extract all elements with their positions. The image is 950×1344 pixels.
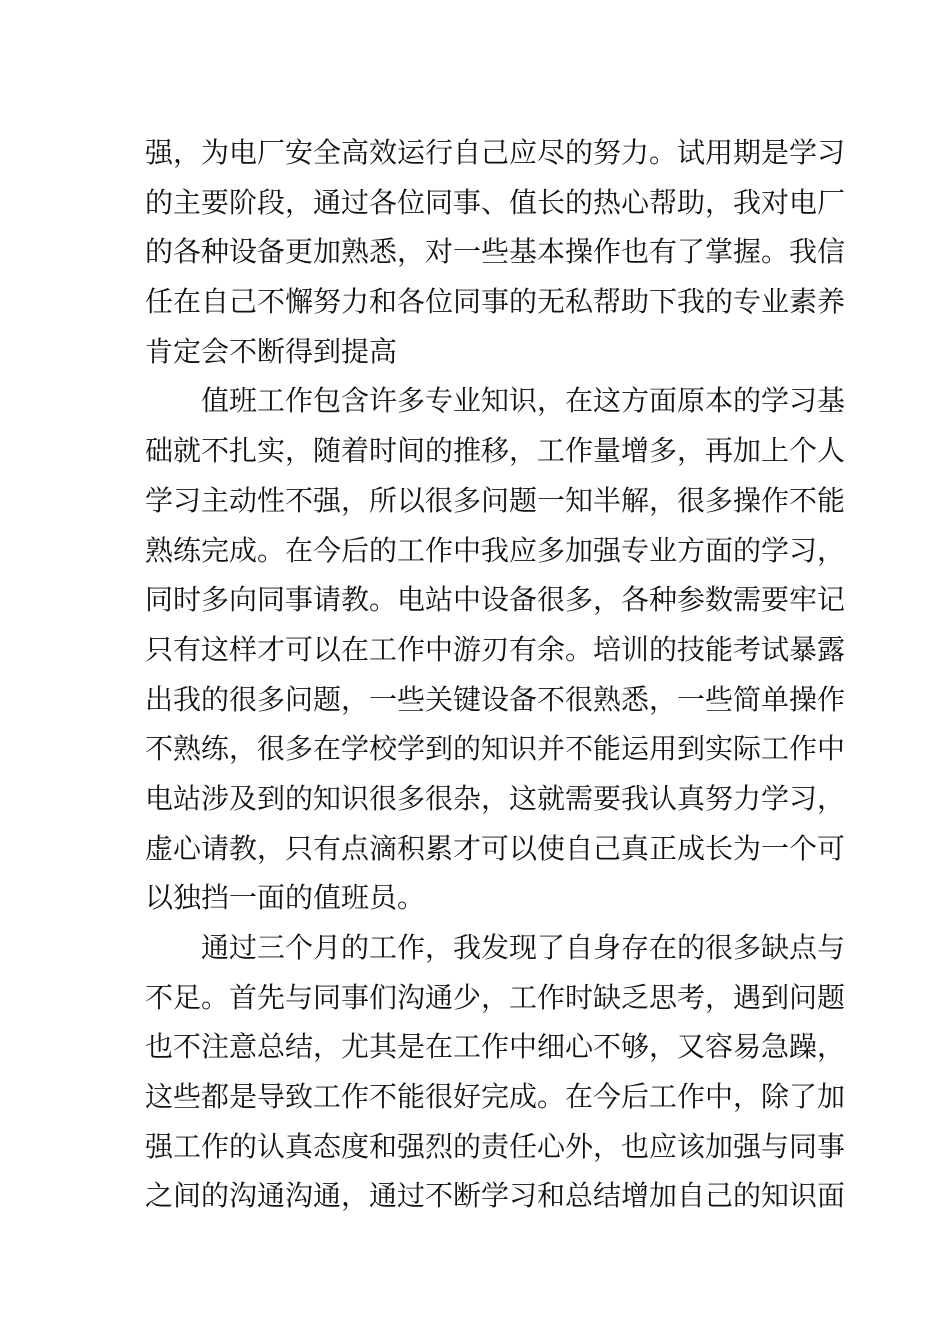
text-line: 也不注意总结，尤其是在工作中细心不够，又容易急躁， — [145, 1030, 846, 1064]
text-line: 熟练完成。在今后的工作中我应多加强专业方面的学习， — [145, 533, 846, 567]
text-line: 强工作的认真态度和强烈的责任心外，也应该加强与同事 — [145, 1129, 846, 1163]
text-line: 之间的沟通沟通，通过不断学习和总结增加自己的知识面 — [145, 1179, 846, 1213]
text-line: 的主要阶段，通过各位同事、值长的热心帮助，我对电厂 — [145, 185, 846, 219]
text-line: 不足。首先与同事们沟通少，工作时缺乏思考，遇到问题 — [145, 980, 846, 1014]
text-line: 出我的很多问题，一些关键设备不很熟悉，一些简单操作 — [145, 682, 846, 716]
text-line: 以独挡一面的值班员。 — [145, 881, 426, 915]
paragraph-first-line: 通过三个月的工作，我发现了自身存在的很多缺点与 — [201, 931, 846, 964]
paragraph-first-line: 值班工作包含许多专业知识，在这方面原本的学习基 — [201, 384, 846, 418]
text-line: 电站涉及到的知识很多很杂，这就需要我认真努力学习， — [145, 781, 846, 815]
text-line: 肯定会不断得到提高 — [145, 334, 398, 368]
text-line: 强，为电厂安全高效运行自己应尽的努力。试用期是学习 — [145, 136, 846, 169]
body-text — [145, 128, 846, 1221]
text-line: 虚心请教，只有点滴积累才可以使自己真正成长为一个可 — [145, 831, 846, 865]
text-line: 础就不扎实，随着时间的推移，工作量增多，再加上个人 — [145, 434, 846, 468]
text-line: 学习主动性不强，所以很多问题一知半解，很多操作不能 — [145, 483, 846, 517]
text-line: 不熟练，很多在学校学到的知识并不能运用到实际工作中 — [145, 732, 846, 766]
text-line: 这些都是导致工作不能很好完成。在今后工作中，除了加 — [145, 1080, 846, 1114]
text-line: 的各种设备更加熟悉，对一些基本操作也有了掌握。我信 — [145, 235, 846, 269]
text-line: 任在自己不懈努力和各位同事的无私帮助下我的专业素养 — [145, 285, 846, 319]
text-line: 只有这样才可以在工作中游刃有余。培训的技能考试暴露 — [145, 632, 846, 666]
text-line: 同时多向同事请教。电站中设备很多，各种参数需要牢记 — [145, 583, 846, 617]
